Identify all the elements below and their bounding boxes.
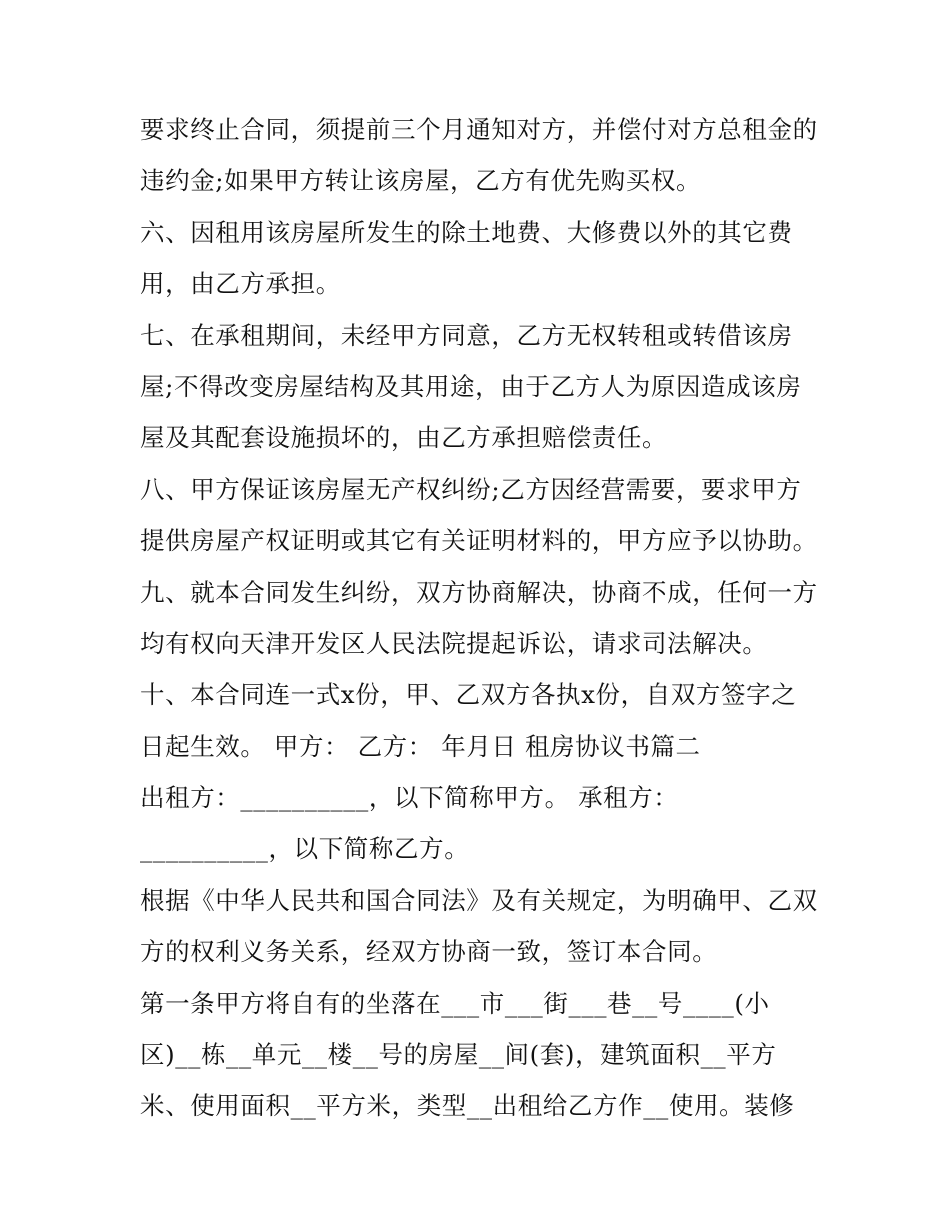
text-line: 方的权利义务关系，经双方协商一致，签订本合同。 <box>140 937 718 967</box>
text-line: 七、在承租期间，未经甲方同意，乙方无权转租或转借该房 <box>140 320 793 350</box>
text-line: 提供房屋产权证明或其它有关证明材料的，甲方应予以协助。 <box>140 526 818 556</box>
text-line: 均有权向天津开发区人民法院提起诉讼，请求司法解决。 <box>140 628 768 658</box>
text-line: 用，由乙方承担。 <box>140 269 341 299</box>
text-line: 日起生效。 甲方： 乙方： 年月日 租房协议书篇二 <box>140 731 701 761</box>
text-line: __________，以下简称乙方。 <box>140 834 470 864</box>
contract-text <box>140 104 820 1132</box>
text-line: 六、因租用该房屋所发生的除土地费、大修费以外的其它费 <box>140 217 793 247</box>
text-line: 第一条甲方将自有的坐落在___市___街___巷__号____(小 <box>140 988 770 1018</box>
text-line: 出租方：__________，以下简称甲方。 承租方： <box>140 783 679 813</box>
text-line: 根据《中华人民共和国合同法》及有关规定，为明确甲、乙双 <box>140 885 818 915</box>
text-line: 九、就本合同发生纠纷，双方协商解决，协商不成，任何一方 <box>140 577 818 607</box>
text-line: 屋;不得改变房屋结构及其用途，由于乙方人为原因造成该房 <box>140 371 802 401</box>
text-line: 米、使用面积__平方米，类型__出租给乙方作__使用。装修 <box>140 1091 795 1121</box>
text-line: 区)__栋__单元__楼__号的房屋__间(套)，建筑面积__平方 <box>140 1040 777 1070</box>
text-line: 屋及其配套设施损坏的，由乙方承担赔偿责任。 <box>140 423 668 453</box>
text-line: 违约金;如果甲方转让该房屋，乙方有优先购买权。 <box>140 166 702 196</box>
text-line: 十、本合同连一式x份，甲、乙双方各执x份，自双方签字之 <box>140 680 797 710</box>
text-line: 要求终止合同，须提前三个月通知对方，并偿付对方总租金的 <box>140 115 818 144</box>
text-line: 八、甲方保证该房屋无产权纠纷;乙方因经营需要，要求甲方 <box>140 474 802 504</box>
